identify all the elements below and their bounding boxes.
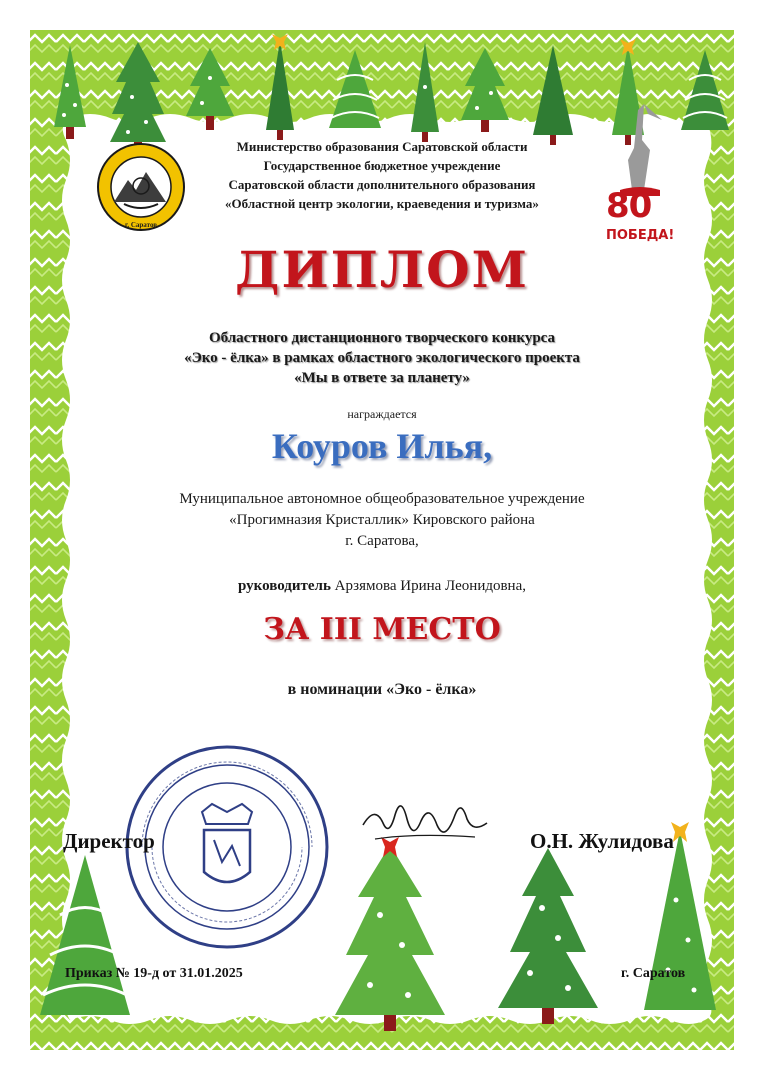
nomination: в номинации «Эко - ёлка» [287,681,477,698]
awarded-label: награждается [347,407,417,421]
director-signature [355,785,495,865]
supervisor-name: Арзямова Ирина Леонидовна, [334,578,526,594]
header-line-4: «Областной центр экологии, краеведения и туризма» [225,196,539,211]
organization-line-1: Муниципальное автономное общеобразовательное учреждение [179,491,585,507]
diploma-title: ДИПЛОМ [234,240,530,299]
supervisor-label: руководитель [238,578,331,594]
header-line-1: Министерство образования Саратовской области [236,139,528,154]
header-line-3: Саратовской области дополнительного образования [228,177,536,192]
director-name: О.Н. Жулидова [530,829,674,853]
organization-line-3: г. Саратова, [345,533,419,549]
logo-left-bottom-text: г. Саратов [124,221,158,229]
header-line-2: Государственное бюджетное учреждение [263,158,501,173]
contest-line-1: Областного дистанционного творческого конкурса [208,330,556,346]
recipient-name: Коуров Илья, [271,426,493,466]
supervisor-line [0,576,764,596]
organization-line-2: «Прогимназия Кристаллик» Кировского района [229,512,535,528]
order-number: Приказ № 19-д от 31.01.2025 [65,966,243,981]
contest-line-2: «Эко - ёлка» в рамках областного экологического проекта [184,350,580,366]
award-place: ЗА III МЕСТО [263,612,501,647]
footer-city: г. Саратов [621,966,686,981]
victory-number: 80 [606,186,652,226]
victory-text: ПОБЕДА! [606,228,675,243]
director-role: Директор [63,829,155,853]
contest-line-3: «Мы в ответе за планету» [294,370,470,386]
